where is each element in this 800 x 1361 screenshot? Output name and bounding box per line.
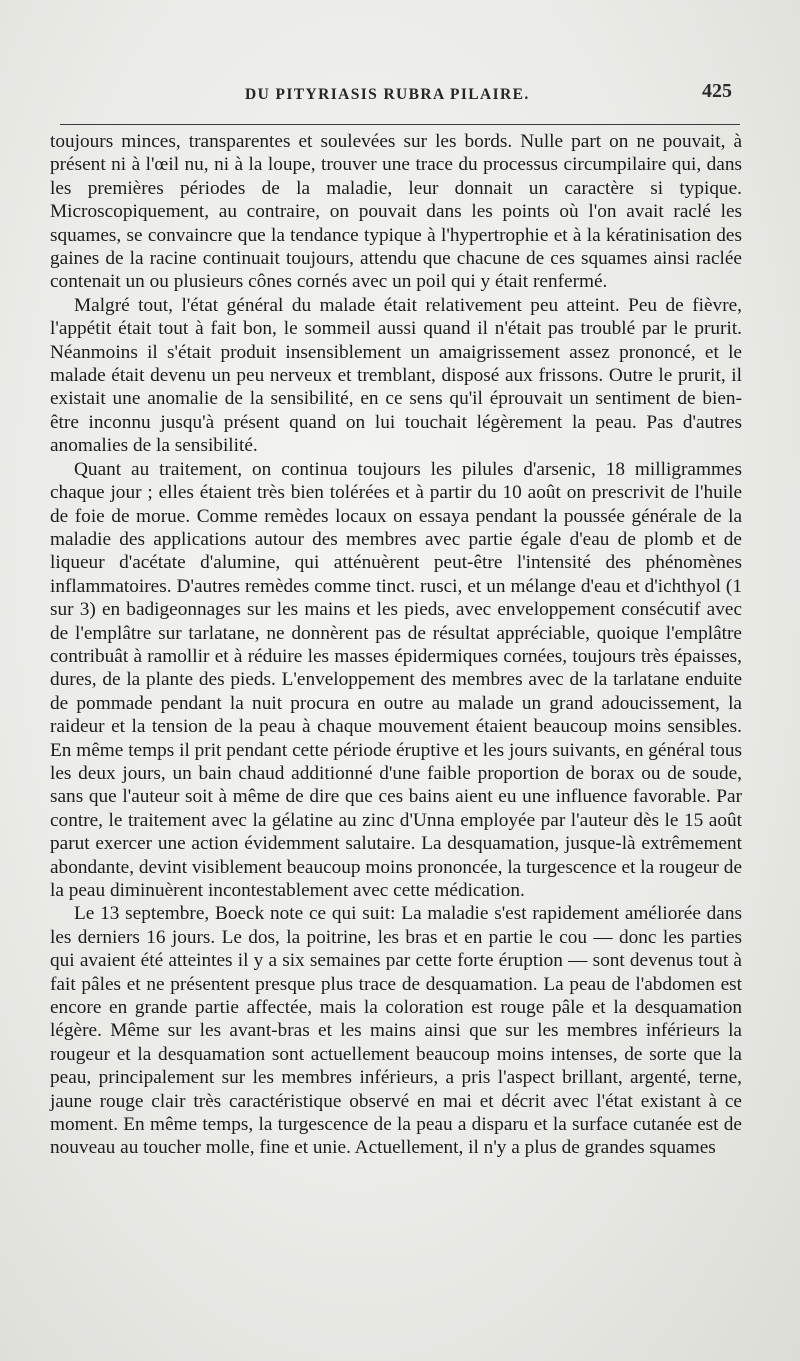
- body-text: [50, 130, 742, 1160]
- paragraph-september-note: Le 13 septembre, Boeck note ce qui suit: La maladie s'est rapidement améliorée dans les derniers 16 jours. Le dos, la poitrine, les bras et en partie le cou — donc les parties qui avaient été atteintes il y a six semaines par cette forte éruption — sont devenus tout à fait pâles et ne présentent presque plus trace de desquamation. La peau de l'abdomen est encore en grande partie affectée, mais la coloration est rouge pâle et la desquamation légère. Même sur les avant-bras et les mains ainsi que sur les membres inférieurs la rougeur et la desquamation sont actuellement beaucoup moins intenses, de sorte que la peau, principalement sur les membres inférieurs, a pris l'aspect brillant, argenté, terne, jaune rouge clair très caractéristique observé en mai et décrit avec l'état existant à ce moment. En même temps, la turgescence de la peau a disparu et la surface cutanée est de nouveau au toucher molle, fine et unie. Actuellement, il n'y a plus de grandes squames: [50, 903, 742, 1159]
- paragraph-continuation: toujours minces, transparentes et soulevées sur les bords. Nulle part on ne pouvait, à présent ni à l'œil nu, ni à la loupe, trouver une trace du processus circumpilaire qui, dans les premières périodes de la maladie, leur donnait un caractère si typique. Microscopiquement, au contraire, on pouvait dans les points où l'on avait raclé les squames, se convaincre que la tendance typique à l'hypertrophie et à la kératinisation des gaines de la racine continuait toujours, attendu que chacune de ces squames ainsi raclée contenait un ou plusieurs cônes cornés avec un poil qui y était renfermé.: [50, 131, 742, 293]
- paragraph-treatment: Quant au traitement, on continua toujours les pilules d'arsenic, 18 milligrammes chaque jour ; elles étaient très bien tolérées et à partir du 10 août on prescrivit de l'huile de foie de morue. Comme remèdes locaux on essaya pendant la poussée générale de la maladie des applications autour des membres avec partie égale d'eau de plomb et de liqueur d'acétate d'alumine, qui atténuèrent peut-être l'intensité des phénomènes inflammatoires. D'autres remèdes comme tinct. rusci, et un mélange d'eau et d'ichthyol (1 sur 3) en badigeonnages sur les mains et les pieds, avec enveloppement consécutif avec de l'emplâtre sur tarlatane, ne donnèrent pas de résultat appréciable, quoique l'emplâtre contribuât à ramollir et à réduire les masses épidermiques cornées, toujours très épaisses, dures, de la plante des pieds. L'enveloppement des membres avec de la tarlatane enduite de pommade pendant la nuit procura en outre au malade un grand adoucissement, la raideur et la tension de la peau à chaque mouvement étaient beaucoup moins sensibles. En même temps il prit pendant cette période éruptive et les jours suivants, en général tous les deux jours, un bain chaud additionné d'une faible proportion de borax ou de soude, sans que l'auteur soit à même de dire que ces bains aient eu une influence favorable. Par contre, le traitement avec la gélatine au zinc d'Unna employée par l'auteur dès le 15 août parut exercer une action évidemment salutaire. La desquamation, jusque-là extrêmement abondante, devint visiblement beaucoup moins prononcée, la turgescence et la rougeur de la peau diminuèrent incontestablement avec cette médication.: [50, 458, 742, 901]
- paragraph-general-state: Malgré tout, l'état général du malade était relativement peu atteint. Peu de fièvre, l'appétit était tout à fait bon, le sommeil aussi quand il n'était pas troublé par le prurit. Néanmoins il s'était produit insensiblement un amaigrissement assez prononcé, et le malade était devenu un peu nerveux et tremblant, disposé aux frissons. Outre le prurit, il existait une anomalie de la sensibilité, en ce sens qu'il éprouvait un sentiment de bien-être inconnu jusqu'à présent quand on lui touchait légèrement la peau. Pas d'autres anomalies de la sensibilité.: [50, 294, 742, 457]
- running-title: DU PITYRIASIS RUBRA PILAIRE.: [245, 86, 530, 103]
- header-rule: [60, 124, 740, 125]
- page-number: 425: [702, 80, 732, 102]
- running-head: [50, 82, 740, 108]
